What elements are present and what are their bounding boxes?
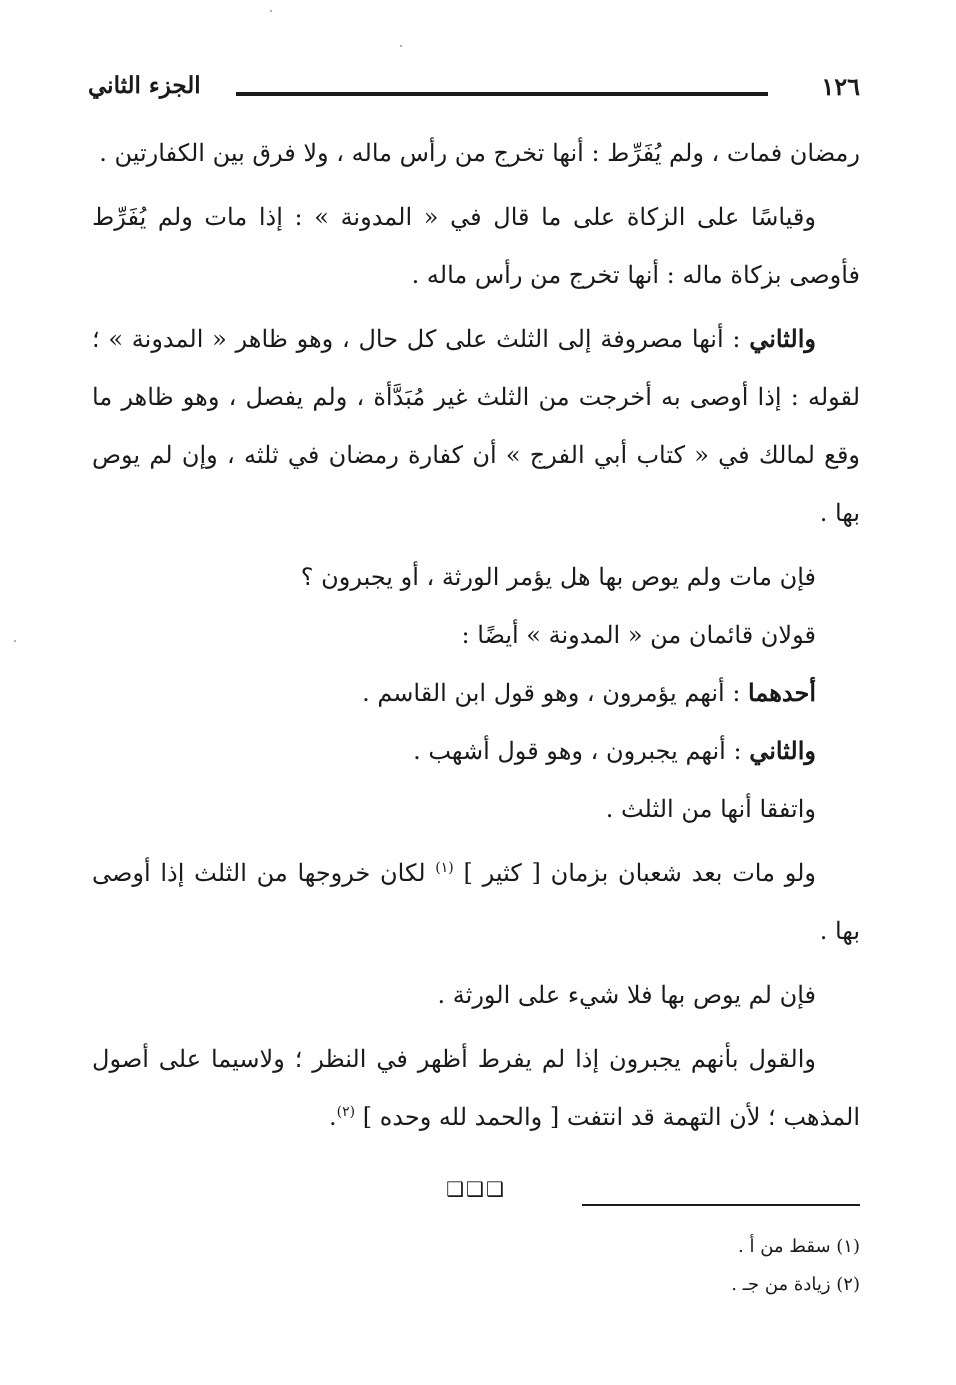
paragraph: واتفقا أنها من الثلث . bbox=[605, 795, 816, 823]
footnote: (١) سقط من أ . bbox=[738, 1236, 860, 1257]
paragraph-text: : أنهم يؤمرون ، وهو قول ابن القاسم . bbox=[362, 679, 749, 707]
paragraph-lead: والثاني bbox=[749, 736, 816, 765]
paragraph bbox=[92, 1030, 860, 1146]
paragraph bbox=[92, 310, 860, 542]
scan-speck bbox=[270, 10, 272, 12]
paragraph: قولان قائمان من « المدونة » أيضًا : bbox=[461, 621, 816, 649]
paragraph-lead: أحدهما bbox=[748, 678, 816, 707]
paragraph bbox=[92, 722, 860, 780]
header-rule bbox=[236, 92, 768, 96]
body-text bbox=[92, 124, 860, 1218]
paragraph-text: . bbox=[328, 1103, 337, 1131]
paragraph-text: لكان خروجها من الثلث إذا أوصى بها . bbox=[92, 859, 860, 945]
running-header bbox=[88, 70, 860, 110]
section-end-ornament: ❑❑❑ bbox=[446, 1177, 506, 1201]
paragraph-lead: والثاني bbox=[749, 324, 816, 353]
scan-speck bbox=[400, 45, 402, 47]
paragraph bbox=[92, 664, 860, 722]
footnote: (٢) زيادة من جـ . bbox=[731, 1274, 860, 1295]
paragraph-text: والقول بأنهم يجبرون إذا لم يفرط أظهر في النظر ؛ ولاسيما على أصول المذهب ؛ لأن التهمة قد انتفت [ والحمد لله وحده ] bbox=[92, 1045, 860, 1131]
paragraph: فإن لم يوص بها فلا شيء على الورثة . bbox=[437, 981, 816, 1009]
page-number: ١٢٦ bbox=[821, 72, 860, 101]
paragraph: رمضان فمات ، ولم يُفَرِّط : أنها تخرج من رأس ماله ، ولا فرق بين الكفارتين . bbox=[99, 139, 860, 167]
footnotes bbox=[360, 1228, 860, 1304]
paragraph-text: : أنهم يجبرون ، وهو قول أشهب . bbox=[413, 737, 750, 765]
paragraph-text: ولو مات بعد شعبان بزمان [ كثير ] bbox=[453, 859, 816, 887]
footnote-reference: (٢) bbox=[336, 1104, 356, 1120]
scan-speck bbox=[14, 640, 16, 642]
footnote-rule bbox=[582, 1204, 860, 1206]
paragraph: فإن مات ولم يوص بها هل يؤمر الورثة ، أو يجبرون ؟ bbox=[300, 563, 816, 591]
paragraph bbox=[92, 844, 860, 960]
running-title: الجزء الثاني bbox=[88, 72, 201, 99]
paragraph-text: : أنها مصروفة إلى الثلث على كل حال ، وهو ظاهر « المدونة » ؛ لقوله : إذا أوصى به أخرجت من الثلث غير مُبَدَّأة ، ولم يفصل ، وهو ظاهر ما وقع لمالك في « كتاب أبي الفرج » أن كفارة رمضان في ثلثه ، وإن لم يوص بها . bbox=[92, 325, 860, 527]
paragraph: وقياسًا على الزكاة على ما قال في « المدونة » : إذا مات ولم يُفَرِّط فأوصى بزكاة ماله : أنها تخرج من رأس ماله . bbox=[92, 203, 860, 289]
footnote-reference: (١) bbox=[435, 860, 454, 876]
